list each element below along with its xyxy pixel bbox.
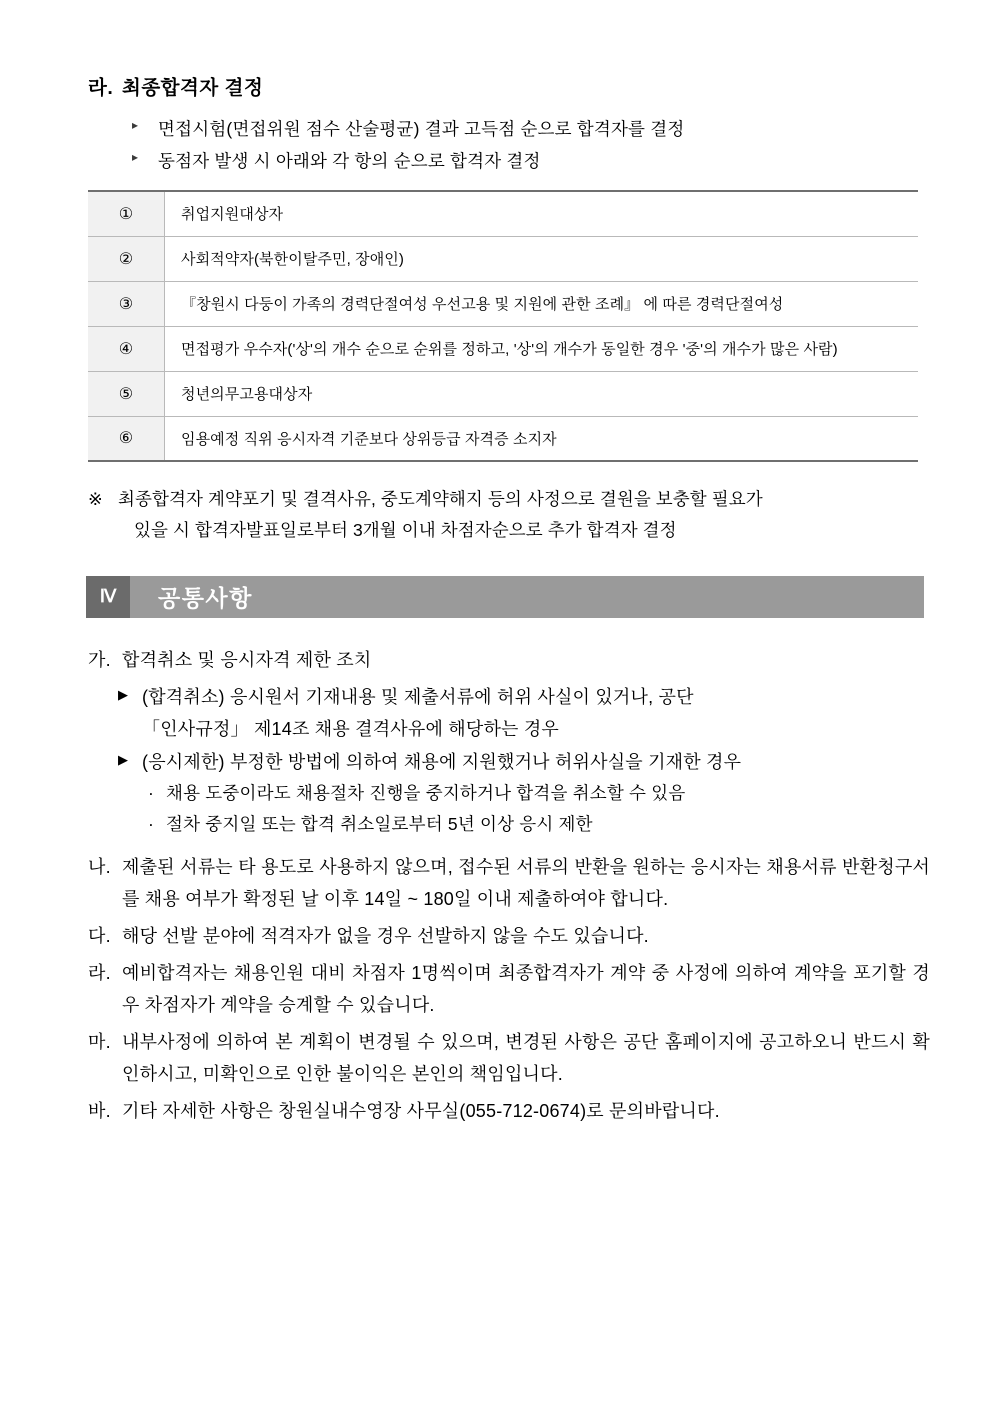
- rank-number: ②: [88, 236, 165, 281]
- section-marker: 라.: [88, 77, 114, 99]
- rank-number: ⑤: [88, 371, 165, 416]
- small-triangle-icon: ▸: [132, 150, 139, 165]
- dot-item: [148, 778, 930, 810]
- footnote-line-2: 있을 시 합격자발표일로부터 3개월 이내 차점자순으로 추가 합격자 결정: [134, 519, 677, 540]
- triangle-icon: ▶: [118, 686, 129, 702]
- rank-description: 임용예정 직위 응시자격 기준보다 상위등급 자격증 소지자: [165, 416, 919, 461]
- footnote-additional-pass: [88, 484, 930, 546]
- table-row: [88, 281, 918, 326]
- bullet-item: [132, 146, 930, 176]
- section-roman-numeral: Ⅳ: [86, 576, 130, 618]
- sub-item: [118, 746, 930, 778]
- sub-item-line: (합격취소) 응시원서 기재내용 및 제출서류에 허위 사실이 있거나, 공단: [142, 686, 694, 707]
- list-item-ga: [88, 644, 930, 676]
- rank-description: 『창원시 다둥이 가족의 경력단절여성 우선고용 및 지원에 관한 조례』 에 따른 경력단절여성: [165, 281, 919, 326]
- rank-number: ③: [88, 281, 165, 326]
- dot-item-text: 절차 중지일 또는 합격 취소일로부터 5년 이상 응시 제한: [166, 814, 593, 835]
- list-item-ma: [88, 1026, 930, 1090]
- tiebreak-priority-table: [88, 190, 918, 462]
- sub-item-line: (응시제한) 부정한 방법에 의하여 채용에 지원했거나 허위사실을 기재한 경우: [142, 751, 742, 772]
- rank-description: 청년의무고용대상자: [165, 371, 919, 416]
- rank-description: 취업지원대상자: [165, 191, 919, 236]
- dot-item-text: 채용 도중이라도 채용절차 진행을 중지하거나 합격을 취소할 수 있음: [166, 782, 686, 803]
- rank-description: 사회적약자(북한이탈주민, 장애인): [165, 236, 919, 281]
- section-title: 최종합격자 결정: [122, 77, 264, 99]
- bullet-text: 동점자 발생 시 아래와 각 항의 순으로 합격자 결정: [158, 151, 541, 172]
- item-letter: 바.: [88, 1101, 111, 1122]
- list-item-ba: [88, 1095, 930, 1127]
- list-item-na: [88, 851, 930, 915]
- item-text: 합격취소 및 응시자격 제한 조치: [122, 649, 372, 670]
- table-row: [88, 371, 918, 416]
- section-heading-ra: [88, 72, 930, 100]
- middot-icon: ·: [148, 814, 155, 835]
- section-banner-common: [86, 576, 924, 618]
- dot-item: [148, 809, 930, 841]
- item-text: 내부사정에 의하여 본 계획이 변경될 수 있으며, 변경된 사항은 공단 홈페이지에 공고하오니 반드시 확인하시고, 미확인으로 인한 불이익은 본인의 책임입니다.: [122, 1032, 930, 1085]
- bullet-item: [132, 114, 930, 144]
- item-text: 예비합격자는 채용인원 대비 차점자 1명씩이며 최종합격자가 계약 중 사정에 의하여 계약을 포기할 경우 차점자가 계약을 승계할 수 있습니다.: [122, 963, 930, 1016]
- item-letter: 라.: [88, 963, 111, 984]
- item-letter: 가.: [88, 649, 111, 670]
- sub-item: [118, 681, 930, 746]
- asterisk-mark-icon: ※: [88, 489, 103, 510]
- sub-item-line: 「인사규정」 제14조 채용 결격사유에 해당하는 경우: [142, 719, 559, 740]
- middot-icon: ·: [148, 782, 155, 803]
- table-row: [88, 236, 918, 281]
- item-letter: 나.: [88, 856, 111, 877]
- rank-description: 면접평가 우수자('상'의 개수 순으로 순위를 정하고, '상'의 개수가 동일한 경우 '중'의 개수가 많은 사람): [165, 326, 919, 371]
- table-row: [88, 191, 918, 236]
- list-item-ra-common: [88, 957, 930, 1021]
- triangle-icon: ▶: [118, 751, 129, 767]
- footnote-line-1: 최종합격자 계약포기 및 결격사유, 중도계약해지 등의 사정으로 결원을 보충할 필요가: [118, 489, 763, 510]
- item-text: 해당 선발 분야에 적격자가 없을 경우 선발하지 않을 수도 있습니다.: [122, 926, 649, 947]
- item-text: 제출된 서류는 타 용도로 사용하지 않으며, 접수된 서류의 반환을 원하는 응시자는 채용서류 반환청구서를 채용 여부가 확정된 날 이후 14일 ~ 180일 이내 제출하여야 합니다.: [122, 856, 930, 910]
- rank-number: ⑥: [88, 416, 165, 461]
- list-item-da: [88, 920, 930, 952]
- section-banner-title: 공통사항: [130, 576, 924, 618]
- item-letter: 다.: [88, 926, 111, 947]
- item-text: 기타 자세한 사항은 창원실내수영장 사무실(055-712-0674)로 문의바랍니다.: [122, 1101, 720, 1122]
- bullet-text: 면접시험(면접위원 점수 산술평균) 결과 고득점 순으로 합격자를 결정: [158, 119, 685, 139]
- table-row: [88, 326, 918, 371]
- rank-number: ④: [88, 326, 165, 371]
- item-letter: 마.: [88, 1032, 111, 1053]
- small-triangle-icon: ▸: [132, 118, 139, 132]
- table-row: [88, 416, 918, 461]
- rank-number: ①: [88, 191, 165, 236]
- tiebreak-table-wrapper: [88, 190, 918, 462]
